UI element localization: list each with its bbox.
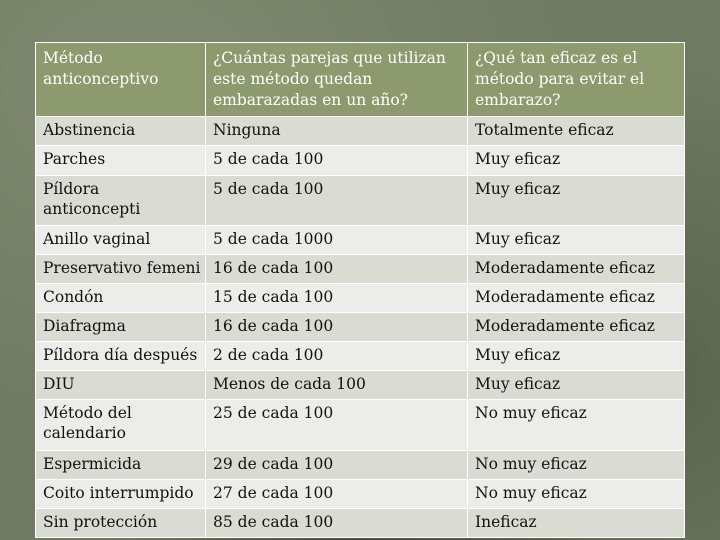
header-method: Método anticonceptivo bbox=[36, 43, 206, 117]
cell-pregnancies: 16 de cada 100 bbox=[206, 254, 468, 283]
cell-pregnancies: 29 de cada 100 bbox=[206, 450, 468, 479]
cell-effectiveness: No muy eficaz bbox=[468, 450, 685, 479]
table-header-row bbox=[36, 43, 685, 117]
table-row bbox=[36, 117, 685, 146]
table-row bbox=[36, 371, 685, 400]
table-row bbox=[36, 508, 685, 537]
cell-method: Píldora día después bbox=[36, 342, 206, 371]
cell-method: Condón bbox=[36, 283, 206, 312]
cell-effectiveness: Muy eficaz bbox=[468, 225, 685, 254]
cell-pregnancies: Menos de cada 100 bbox=[206, 371, 468, 400]
contraception-table-container bbox=[35, 42, 684, 538]
cell-pregnancies: 85 de cada 100 bbox=[206, 508, 468, 537]
cell-effectiveness: Muy eficaz bbox=[468, 146, 685, 175]
cell-method: Parches bbox=[36, 146, 206, 175]
cell-pregnancies: Ninguna bbox=[206, 117, 468, 146]
table-row bbox=[36, 175, 685, 225]
table-row bbox=[36, 283, 685, 312]
cell-effectiveness: Moderadamente eficaz bbox=[468, 254, 685, 283]
cell-method: Método del calendario bbox=[36, 400, 206, 450]
cell-pregnancies: 2 de cada 100 bbox=[206, 342, 468, 371]
contraception-table bbox=[35, 42, 685, 538]
cell-pregnancies: 5 de cada 1000 bbox=[206, 225, 468, 254]
header-pregnancies-per-year: ¿Cuántas parejas que utilizan este método quedan embarazadas en un año? bbox=[206, 43, 468, 117]
cell-effectiveness: Moderadamente eficaz bbox=[468, 283, 685, 312]
cell-pregnancies: 16 de cada 100 bbox=[206, 313, 468, 342]
cell-method: Sin protección bbox=[36, 508, 206, 537]
cell-method: Preservativo femeni bbox=[36, 254, 206, 283]
table-row bbox=[36, 254, 685, 283]
cell-pregnancies: 5 de cada 100 bbox=[206, 146, 468, 175]
table-row bbox=[36, 342, 685, 371]
cell-method: Espermicida bbox=[36, 450, 206, 479]
cell-effectiveness: Ineficaz bbox=[468, 508, 685, 537]
cell-method: Coito interrumpido bbox=[36, 479, 206, 508]
cell-effectiveness: Moderadamente eficaz bbox=[468, 313, 685, 342]
cell-effectiveness: Muy eficaz bbox=[468, 371, 685, 400]
cell-effectiveness: No muy eficaz bbox=[468, 400, 685, 450]
cell-effectiveness: No muy eficaz bbox=[468, 479, 685, 508]
cell-pregnancies: 15 de cada 100 bbox=[206, 283, 468, 312]
cell-pregnancies: 5 de cada 100 bbox=[206, 175, 468, 225]
cell-method: Anillo vaginal bbox=[36, 225, 206, 254]
cell-effectiveness: Totalmente eficaz bbox=[468, 117, 685, 146]
table-row bbox=[36, 313, 685, 342]
table-row bbox=[36, 450, 685, 479]
table-row bbox=[36, 400, 685, 450]
header-effectiveness: ¿Qué tan eficaz es el método para evitar el embarazo? bbox=[468, 43, 685, 117]
cell-pregnancies: 25 de cada 100 bbox=[206, 400, 468, 450]
cell-pregnancies: 27 de cada 100 bbox=[206, 479, 468, 508]
table-row bbox=[36, 146, 685, 175]
cell-method: DIU bbox=[36, 371, 206, 400]
cell-effectiveness: Muy eficaz bbox=[468, 342, 685, 371]
cell-method: Diafragma bbox=[36, 313, 206, 342]
cell-method: Abstinencia bbox=[36, 117, 206, 146]
cell-effectiveness: Muy eficaz bbox=[468, 175, 685, 225]
cell-method: Píldora anticoncepti bbox=[36, 175, 206, 225]
table-row bbox=[36, 225, 685, 254]
table-row bbox=[36, 479, 685, 508]
